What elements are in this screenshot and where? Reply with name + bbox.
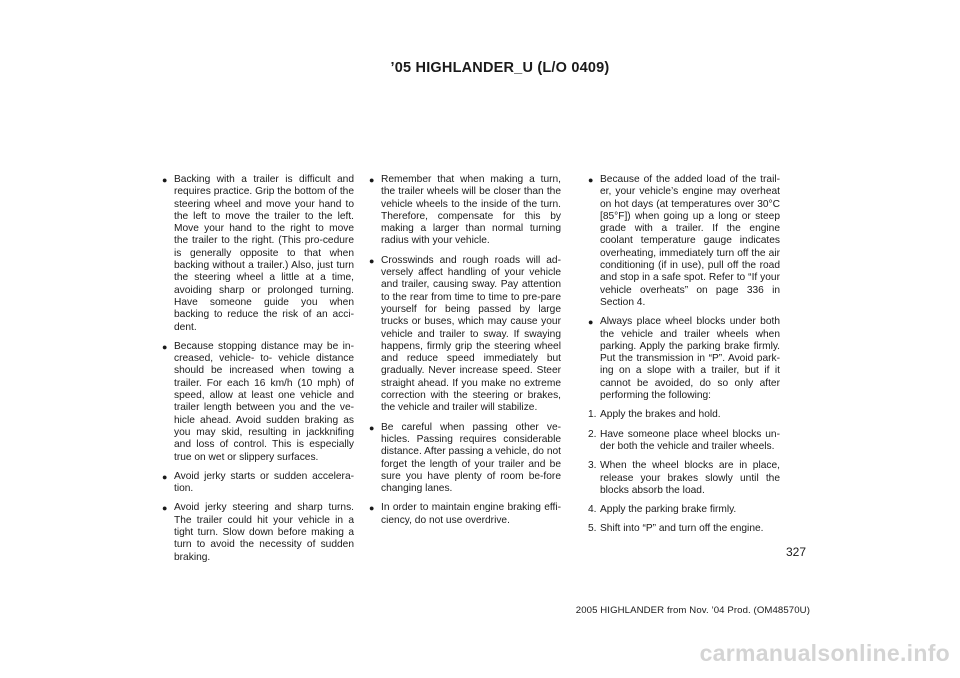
step-text: Apply the parking brake firmly.: [600, 504, 737, 516]
bullet-icon: ●: [369, 422, 375, 433]
page-header: ’05 HIGHLANDER_U (L/O 0409): [390, 60, 610, 76]
step-number: 3.: [588, 460, 597, 472]
numbered-steps: [588, 409, 780, 535]
bullet-icon: ●: [162, 471, 168, 482]
bullet-text: Crosswinds and rough roads will ad-versely affect handling of your vehicle and trailer, causing sway. Pay attention to the rear from time to time to pre-pare yourself for being passed by large trucks or buses, which may cause your vehicle and trailer to sway. If swaying happens, firmly grip the steering wheel and reduce speed immediately but gradually. Never increase speed. Steer straight ahead. If you make no extreme correction with the steering or brakes, the vehicle and trailer will stabilize.: [381, 254, 561, 414]
bullet-icon: ●: [369, 175, 375, 185]
bullet-item: [369, 422, 561, 496]
bullet-text: Avoid jerky starts or sudden accelera-tion.: [174, 470, 354, 495]
bullet-text: Because stopping distance may be in-creased, vehicle- to- vehicle distance should be increased when towing a trailer. For each 16 km/h (10 mph) of speed, allow at least one vehicle and trailer length between you and the ve-hicle ahead. Avoid sudden braking as you may skid, resulting in jackknifing and loss of control. This is especially true on wet or slippery surfaces.: [174, 340, 354, 463]
bullet-icon: ●: [369, 503, 375, 514]
bullet-icon: ●: [162, 341, 168, 352]
bullet-item: [588, 174, 780, 309]
bullet-text: Backing with a trailer is difficult and requires practice. Grip the bottom of the steering wheel and move your hand to the left to move the trailer to the left. Move your hand to the right to move the trailer to the right. (This pro-cedure is generally opposite to that when backing without a trailer.) Also, just turn the steering wheel a little at a time, avoiding sharp or prolonged turning. Have someone guide you when backing to reduce the risk of an acci-dent.: [174, 174, 354, 333]
step-text: Have someone place wheel blocks un-der both the vehicle and trailer wheels.: [600, 428, 780, 452]
watermark-text: carmanualsonline.info: [699, 640, 950, 666]
column-2: [369, 174, 561, 534]
step-number: 1.: [588, 409, 597, 421]
step-text: When the wheel blocks are in place, release your brakes slowly until the blocks absorb the load.: [600, 460, 780, 496]
step-item: [588, 504, 780, 516]
bullet-item: [369, 502, 561, 527]
bullet-icon: ●: [588, 317, 594, 328]
bullet-icon: ●: [588, 175, 594, 185]
step-number: 4.: [588, 504, 597, 516]
page-number: 327: [785, 545, 806, 559]
bullet-item: [369, 255, 561, 415]
bullet-item: [162, 471, 354, 496]
bullet-item: [162, 502, 354, 563]
step-text: Apply the brakes and hold.: [600, 409, 721, 421]
step-item: [588, 409, 780, 421]
bullet-icon: ●: [369, 255, 375, 266]
bullet-text: In order to maintain engine braking effi-ciency, do not use overdrive.: [381, 502, 561, 526]
step-text: Shift into “P” and turn off the engine.: [600, 523, 764, 535]
bullet-text: Always place wheel blocks under both the vehicle and trailer wheels when parking. Apply the parking brake firmly. Put the transmission in “P”. Avoid park-ing on a slope with a trailer, but if it cannot be avoided, do so only after performing the following:: [600, 316, 780, 402]
step-item: [588, 460, 780, 497]
bullet-item: [162, 341, 354, 464]
step-item: [588, 429, 780, 454]
step-number: 5.: [588, 523, 597, 535]
step-number: 2.: [588, 428, 597, 440]
column-1: [162, 174, 354, 571]
page-footer: 2005 HIGHLANDER from Nov. ’04 Prod. (OM48570U): [575, 605, 810, 616]
bullet-icon: ●: [162, 503, 168, 514]
bullet-item: [369, 174, 561, 248]
bullet-text: Avoid jerky steering and sharp turns. The trailer could hit your vehicle in a tight turn. Slow down before making a turn to avoid the necessity of sudden braking.: [174, 502, 354, 563]
bullet-text: Be careful when passing other ve-hicles. Passing requires considerable distance. After passing a vehicle, do not forget the length of your trailer and be sure you have plenty of room be-fore changing lanes.: [381, 421, 561, 495]
bullet-text: Remember that when making a turn, the trailer wheels will be closer than the vehicle wheels to the inside of the turn. Therefore, compensate for this by making a larger than normal turning radius with your vehicle.: [381, 174, 561, 247]
bullet-text: Because of the added load of the trail-er, your vehicle’s engine may overheat on hot days (at temperatures over 30°C [85°F]) when going up a long or steep grade with a trailer. If the engine coolant temperature gauge indicates overheating, immediately turn off the air conditioning (if in use), pull off the road and stop in a safe spot. Refer to “If your vehicle overheats” on page 336 in Section 4.: [600, 174, 780, 308]
bullet-icon: ●: [162, 175, 168, 185]
bullet-item: [588, 316, 780, 402]
bullet-item: [162, 174, 354, 334]
step-item: [588, 523, 780, 535]
column-3: [588, 174, 780, 543]
